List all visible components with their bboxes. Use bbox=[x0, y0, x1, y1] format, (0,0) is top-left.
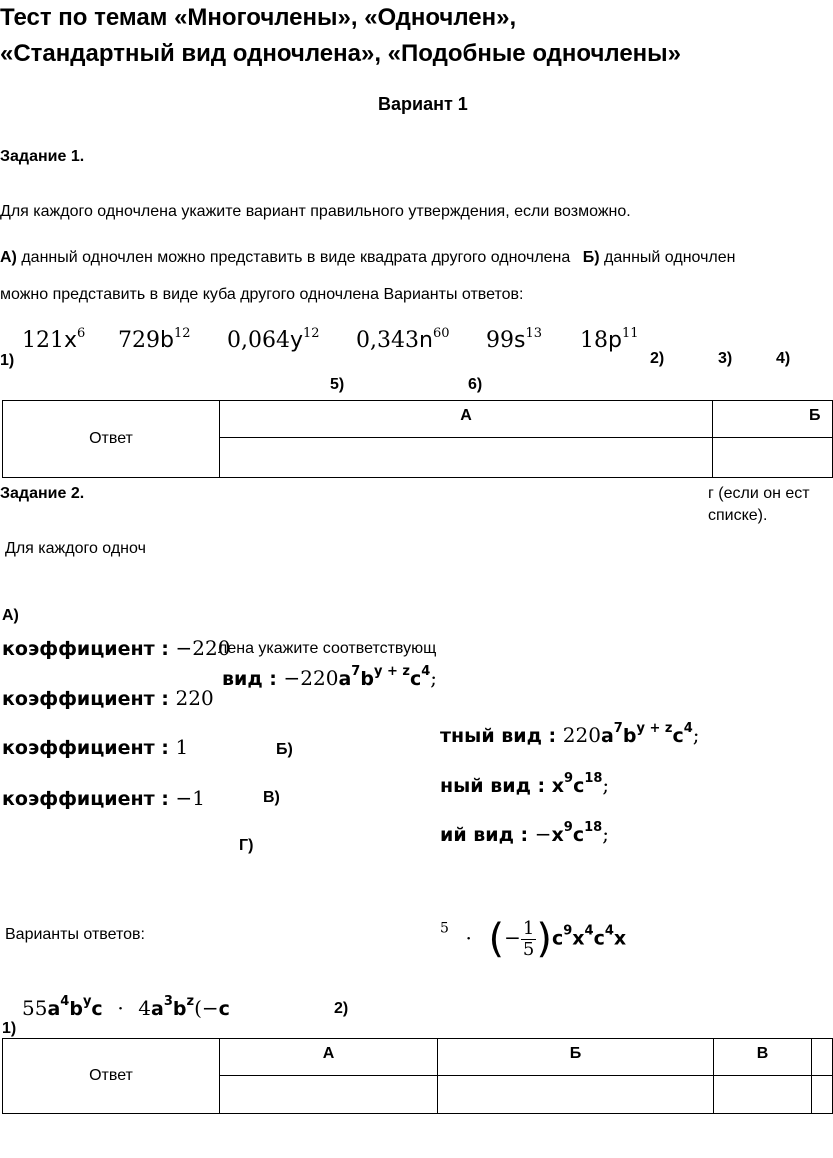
answer-cell-v[interactable] bbox=[714, 1076, 812, 1114]
column-header-a: А bbox=[220, 1039, 438, 1076]
option-a-text: данный одночлен можно представить в виде квадрата другого одночлена bbox=[21, 249, 571, 266]
task2-intro-fragment: Для каждого одноч bbox=[5, 540, 146, 557]
answer-cell-a[interactable] bbox=[220, 1076, 438, 1114]
number-4: 4) bbox=[776, 350, 791, 367]
page-title-line1: Тест по темам «Многочлены», «Одночлен», bbox=[0, 4, 517, 31]
coefficient-line-4: коэффициент : −1 bbox=[2, 786, 205, 810]
label-v: В) bbox=[263, 789, 280, 806]
task1-options-line2: можно представить в виде куба другого одночлена Варианты ответов: bbox=[0, 286, 524, 303]
standard-form-1: вид : $-220a^7b^{y + z}c^4$; bbox=[222, 664, 438, 690]
answers-label: Варианты ответов: bbox=[5, 926, 145, 943]
monomial-2: $729b^{12}$ bbox=[118, 326, 191, 353]
fraction-denominator: 5 bbox=[522, 938, 535, 960]
coefficient-line-1: коэффициент : −220 bbox=[2, 636, 231, 660]
number-6: 6) bbox=[468, 376, 483, 393]
answer-row-label: Ответ bbox=[3, 401, 220, 478]
label-g: Г) bbox=[239, 837, 254, 854]
option-b-label: Б) bbox=[582, 249, 600, 266]
coefficient-line-2: коэффициент : 220 bbox=[2, 686, 214, 710]
fragment-lena: лена укажите соответствующ bbox=[218, 640, 437, 657]
option-a-label: А) bbox=[0, 249, 17, 266]
task1-answer-table bbox=[2, 400, 833, 478]
column-header-b: Б bbox=[713, 401, 833, 438]
task1-heading: Задание 1. bbox=[0, 148, 85, 165]
label-a: А) bbox=[2, 607, 19, 624]
monomial-3: $0,064y^{12}$ bbox=[227, 326, 320, 353]
monomial-6: $18p^{11}$ bbox=[580, 326, 639, 353]
label-b: Б) bbox=[276, 741, 293, 758]
answer-expression-right: $^5$ · (− $\frac{1}{5}$ )$c^9x^4c^4x$ bbox=[440, 916, 627, 962]
task2-right-fragment1: г (если он ест bbox=[708, 485, 810, 502]
standard-form-4: ий вид : $-x^9c^{18}$; bbox=[440, 820, 609, 846]
task1-instruction: Для каждого одночлена укажите вариант правильного утверждения, если возможно. bbox=[0, 203, 631, 220]
number-3: 3) bbox=[718, 350, 733, 367]
column-header-a: А bbox=[220, 401, 713, 438]
answer-expression-left: $55a^4b^yc \cdot 4a^3b^z(-c$ bbox=[22, 994, 230, 1020]
standard-form-3: ный вид : $x^9c^{18}$; bbox=[440, 771, 610, 797]
number-1: 1) bbox=[0, 352, 15, 369]
answer-cell-a[interactable] bbox=[220, 438, 713, 478]
answer-cell-b[interactable] bbox=[438, 1076, 714, 1114]
column-header-b: Б bbox=[438, 1039, 714, 1076]
option-b-text: данный одночлен bbox=[604, 249, 736, 266]
answer-row-label: Ответ bbox=[3, 1039, 220, 1114]
monomial-5: $99s^{13}$ bbox=[486, 326, 543, 353]
monomial-4: $0,343n^{60}$ bbox=[356, 326, 450, 353]
monomial-1: $121x^6$ bbox=[22, 326, 86, 353]
fraction-numerator: 1 bbox=[522, 917, 535, 939]
standard-form-2: тный вид : $220a^7b^{y + z}c^4$; bbox=[440, 721, 700, 747]
answer-cell-b[interactable] bbox=[713, 438, 833, 478]
answer-cell-g[interactable] bbox=[812, 1076, 833, 1114]
column-header-v: В bbox=[714, 1039, 812, 1076]
coefficient-line-3: коэффициент : 1 bbox=[2, 735, 189, 759]
number-5: 5) bbox=[330, 376, 345, 393]
task2-answer-table bbox=[2, 1038, 833, 1114]
column-header-g bbox=[812, 1039, 833, 1076]
variant-label: Вариант 1 bbox=[378, 94, 468, 114]
task2-right-fragment2: списке). bbox=[708, 507, 768, 524]
answer-number-1: 1) bbox=[2, 1020, 17, 1037]
number-2: 2) bbox=[650, 350, 665, 367]
page-title-line2: «Стандартный вид одночлена», «Подобные одночлены» bbox=[0, 40, 682, 67]
task1-options-line1 bbox=[0, 249, 735, 267]
task2-heading: Задание 2. bbox=[0, 485, 85, 502]
answer-number-2: 2) bbox=[334, 1000, 349, 1017]
